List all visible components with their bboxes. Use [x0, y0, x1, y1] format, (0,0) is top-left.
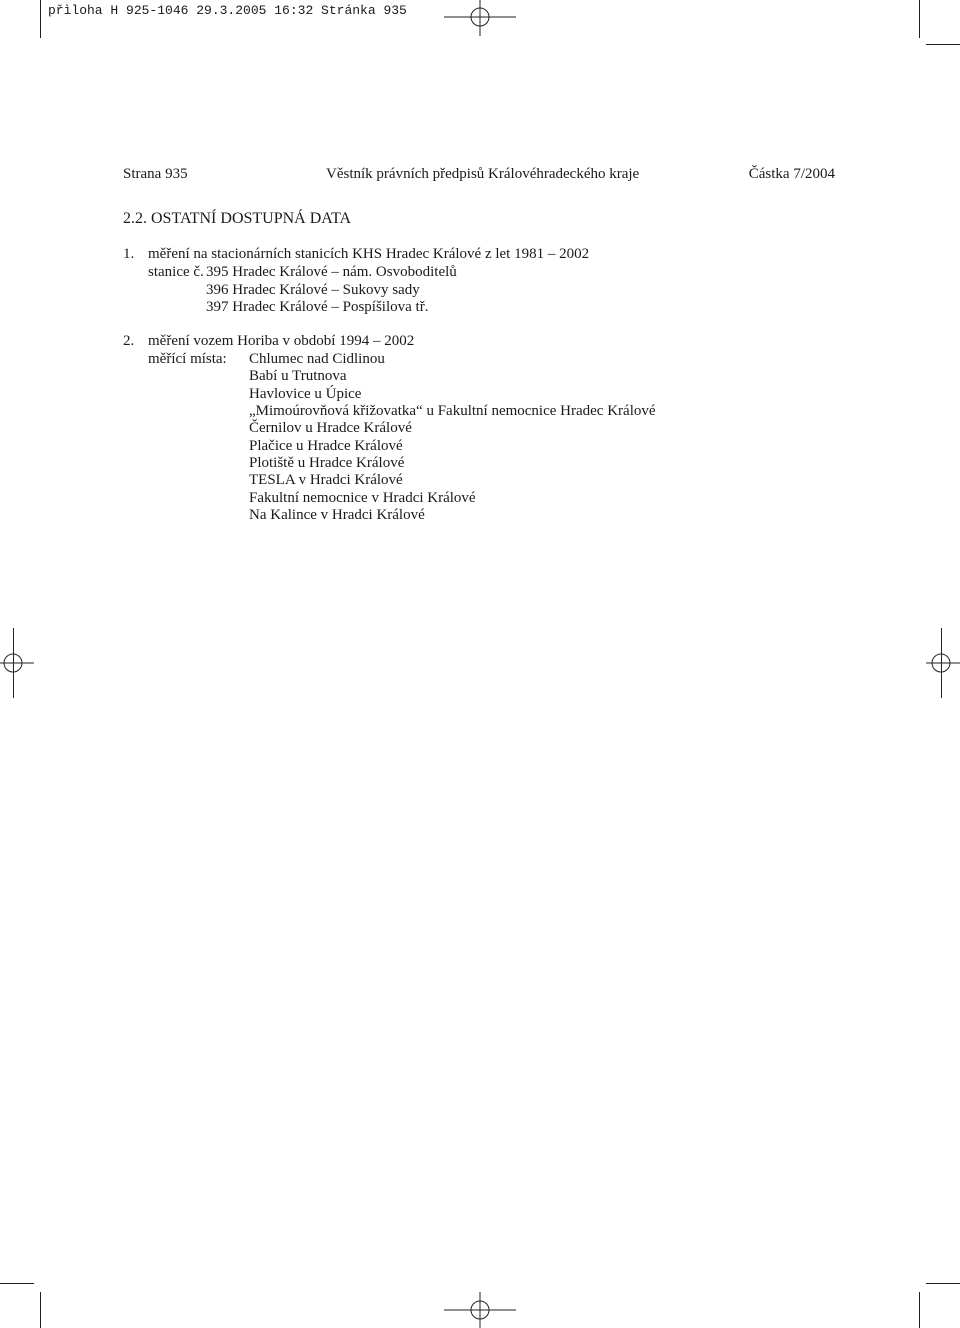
- crop-mark: [919, 0, 920, 38]
- place-item: Plačice u Hradce Králové: [249, 438, 403, 454]
- journal-title: Věstník právních předpisů Královéhradeckého kraje: [326, 166, 640, 182]
- place-item: Babí u Trutnova: [249, 368, 347, 384]
- station-item: 397 Hradec Králové – Pospíšilova tř.: [206, 299, 429, 315]
- page-number: Strana 935: [123, 166, 188, 182]
- crop-mark: [40, 0, 41, 38]
- place-item: Černilov u Hradce Králové: [249, 420, 412, 436]
- place-item: Plotiště u Hradce Králové: [249, 455, 405, 471]
- places-label: měřící místa:: [148, 351, 227, 367]
- place-item: Fakultní nemocnice v Hradci Králové: [249, 490, 476, 506]
- registration-mark-bottom: [444, 1292, 516, 1328]
- crop-mark: [926, 1283, 960, 1284]
- crop-mark: [926, 44, 960, 45]
- running-header: [123, 166, 835, 184]
- item-number: 1.: [123, 246, 135, 262]
- slug-line: přìloha H 925-1046 29.3.2005 16:32 Stránka 935: [48, 3, 407, 18]
- place-item: Na Kalince v Hradci Králové: [249, 507, 425, 523]
- item-text: měření na stacionárních stanicích KHS Hradec Králové z let 1981 – 2002: [148, 246, 590, 262]
- section-title: 2.2. OSTATNÍ DOSTUPNÁ DATA: [123, 210, 352, 227]
- registration-mark-left: [0, 628, 34, 698]
- issue-number: Částka 7/2004: [748, 166, 835, 182]
- crop-mark: [0, 1283, 34, 1284]
- station-item: 396 Hradec Králové – Sukovy sady: [206, 282, 420, 298]
- registration-mark-right: [926, 628, 960, 698]
- item-number: 2.: [123, 333, 135, 349]
- place-item: Havlovice u Úpice: [249, 386, 362, 402]
- crop-mark: [919, 1292, 920, 1328]
- item-text: měření vozem Horiba v období 1994 – 2002: [148, 333, 415, 349]
- place-item: Chlumec nad Cidlinou: [249, 351, 385, 367]
- place-item: „Mimoúrovňová křižovatka“ u Fakultní nemocnice Hradec Králové: [249, 403, 656, 419]
- registration-mark-top: [444, 0, 516, 38]
- stations-label: stanice č.: [148, 264, 204, 280]
- station-item: 395 Hradec Králové – nám. Osvoboditelů: [206, 264, 457, 280]
- crop-mark: [40, 1292, 41, 1328]
- place-item: TESLA v Hradci Králové: [249, 472, 403, 488]
